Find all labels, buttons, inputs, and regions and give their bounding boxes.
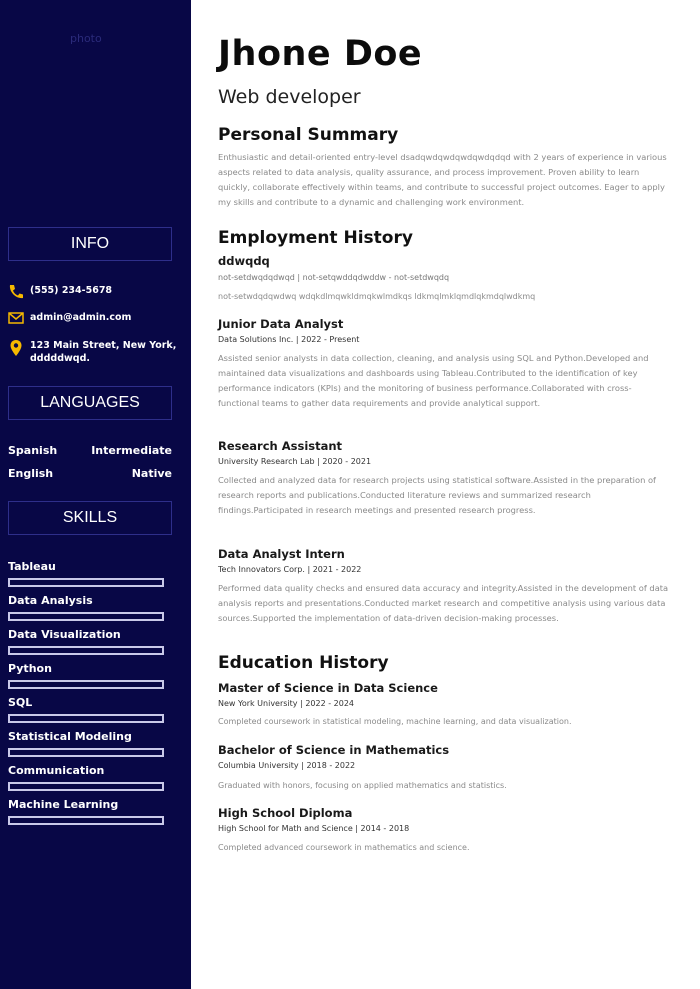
skill-label: Tableau (8, 560, 56, 573)
job-meta: University Research Lab | 2020 - 2021 (218, 457, 372, 466)
education-description: Completed coursework in statistical modeling, machine learning, and data visualization. (218, 717, 572, 726)
profile-photo-placeholder: photo (70, 32, 102, 45)
email-row (8, 311, 131, 325)
skill-item (8, 628, 164, 655)
phone-icon (8, 284, 24, 300)
skill-bar (8, 612, 164, 621)
education-title: High School Diploma (218, 806, 353, 820)
skill-label: Communication (8, 764, 105, 777)
education-description: Completed advanced coursework in mathematics and science. (218, 843, 470, 852)
skill-label: Statistical Modeling (8, 730, 132, 743)
job-meta: Tech Innovators Corp. | 2021 - 2022 (218, 565, 362, 574)
skill-bar (8, 714, 164, 723)
job-title: Junior Data Analyst (218, 317, 344, 331)
job-meta: Data Solutions Inc. | 2022 - Present (218, 335, 360, 344)
job-role: Web developer (218, 86, 361, 108)
skill-label: Machine Learning (8, 798, 119, 811)
skill-label: Python (8, 662, 52, 675)
employment-heading: Employment History (218, 228, 413, 248)
skill-label: Data Visualization (8, 628, 121, 641)
address-line-2: dddddwqd. (30, 353, 90, 364)
skill-item (8, 594, 164, 621)
job-title: ddwqdq (218, 254, 270, 268)
skill-bar (8, 816, 164, 825)
skills-heading: SKILLS (8, 501, 172, 535)
address (30, 339, 176, 365)
address-line-1: 123 Main Street, New York, (30, 340, 177, 351)
language-name: English (8, 467, 54, 480)
skill-label: SQL (8, 696, 33, 709)
skill-item (8, 730, 164, 757)
job-title: Research Assistant (218, 439, 343, 453)
skill-item (8, 662, 164, 689)
languages-heading: LANGUAGES (8, 386, 172, 420)
info-heading: INFO (8, 227, 172, 261)
education-heading: Education History (218, 653, 389, 673)
education-title: Master of Science in Data Science (218, 681, 438, 695)
summary-heading: Personal Summary (218, 125, 399, 145)
location-pin-icon (8, 339, 24, 357)
phone-number: (555) 234-5678 (30, 285, 113, 296)
job-description: not-setwdqdqwdwq wdqkdlmqwkldmqkwlmdkqs ldkmqlmklqmdlqkmdqlwdkmq (218, 292, 536, 301)
education-meta: Columbia University | 2018 - 2022 (218, 761, 356, 770)
summary-text: Enthusiastic and detail-oriented entry-level dsadqwdqwdqwdqwdqdqd with 2 years of experience in various aspects related to data analysis, quality assurance, and process improvement. Proven ability to learn quickly, collaborate effectively within teams, and contribute to successful project outcomes. Eager to apply my skills and contribute to a dynamic and challenging work environment. (218, 152, 667, 207)
phone-row (8, 284, 112, 300)
education-meta: New York University | 2022 - 2024 (218, 699, 355, 708)
skill-bar (8, 578, 164, 587)
skill-item (8, 560, 164, 587)
job-description: Performed data quality checks and ensured data accuracy and integrity.Assisted in the development of data analysis reports and presentations.Conducted market research and competitive analysis using various data sources.Supported the implementation of data-driven decision-making processes. (218, 583, 669, 623)
job-description: Assisted senior analysts in data collection, cleaning, and analysis using SQL and Python.Developed and maintained data visualizations and dashboards using Tableau.Contributed to the identification of key performance indicators (KPIs) and the monitoring of business performance.Collaborated with cross-functional teams to gather data requirements and provide analytical support. (218, 353, 649, 408)
language-name: Spanish (8, 444, 58, 457)
education-title: Bachelor of Science in Mathematics (218, 743, 450, 757)
language-level: Native (131, 467, 172, 480)
address-row (8, 339, 176, 365)
skill-label: Data Analysis (8, 594, 93, 607)
education-meta: High School for Math and Science | 2014 - 2018 (218, 824, 410, 833)
skill-item (8, 764, 164, 791)
skill-bar (8, 680, 164, 689)
language-level: Intermediate (91, 444, 172, 457)
skill-item (8, 798, 164, 825)
person-name: Jhone Doe (218, 34, 423, 74)
language-item (8, 444, 172, 457)
sidebar (0, 0, 191, 989)
skill-bar (8, 782, 164, 791)
skill-item (8, 696, 164, 723)
skill-bar (8, 646, 164, 655)
job-meta: not-setdwqdqdwqd | not-setqwddqdwddw - not-setdwqdq (218, 273, 450, 282)
language-item (8, 467, 172, 480)
envelope-icon (8, 311, 24, 325)
job-description: Collected and analyzed data for research projects using statistical software.Assisted in the preparation of research reports and publications.Conducted literature reviews and summarized research findings.Participated in research meetings and presented research progress. (218, 475, 656, 515)
job-title: Data Analyst Intern (218, 547, 345, 561)
email-address: admin@admin.com (30, 312, 132, 323)
education-description: Graduated with honors, focusing on applied mathematics and statistics. (218, 781, 507, 790)
skill-bar (8, 748, 164, 757)
